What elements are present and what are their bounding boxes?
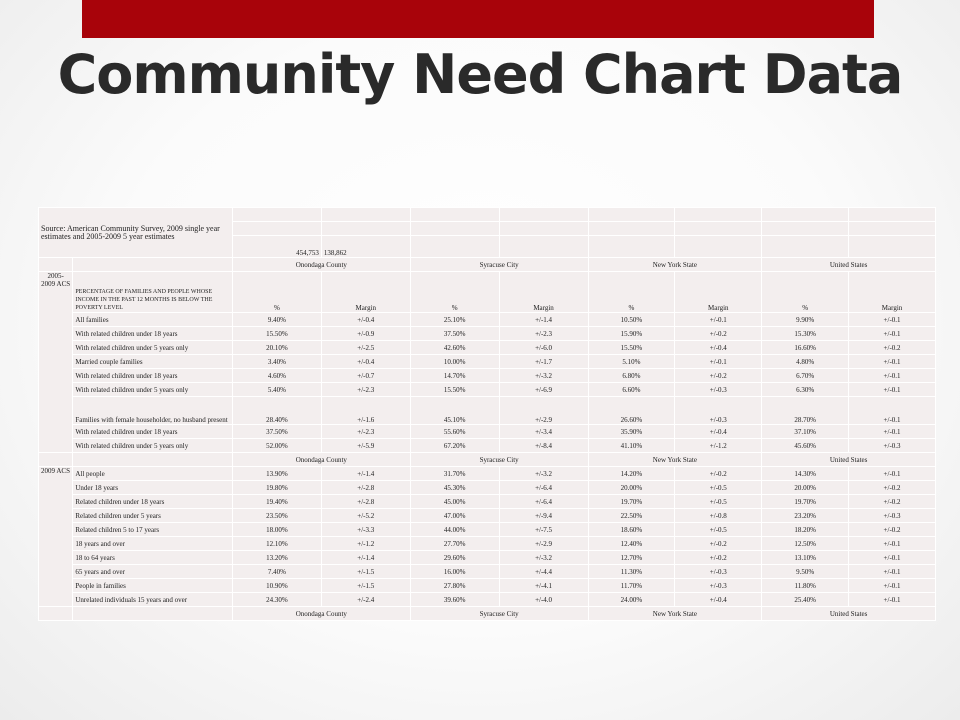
margin-cell: +/-6.0 (499, 341, 588, 355)
margin-cell: +/-2.4 (321, 593, 410, 607)
page-title: Community Need Chart Data (57, 43, 903, 106)
margin-cell: +/-2.8 (321, 481, 410, 495)
percent-cell: 16.00% (410, 565, 499, 579)
percent-cell: 26.60% (588, 397, 675, 425)
percent-cell: 15.90% (588, 327, 675, 341)
percent-cell: 11.80% (762, 579, 849, 593)
percent-cell: 15.30% (762, 327, 849, 341)
row-label: People in families (73, 579, 233, 593)
margin-cell: +/-7.5 (499, 523, 588, 537)
percent-cell: 45.30% (410, 481, 499, 495)
percent-cell: 13.90% (232, 467, 321, 481)
percent-cell: 10.50% (588, 313, 675, 327)
margin-cell: +/-2.9 (499, 537, 588, 551)
table-row (39, 383, 936, 397)
margin-cell: +/-0.1 (849, 551, 936, 565)
table-row (39, 495, 936, 509)
percent-cell: 5.10% (588, 355, 675, 369)
region-header: United States (762, 258, 936, 272)
margin-cell: +/-2.9 (499, 397, 588, 425)
percent-cell: 41.10% (588, 439, 675, 453)
data-table-container (38, 207, 936, 639)
percent-cell: 28.40% (232, 397, 321, 425)
row-label: With related children under 18 years (73, 425, 233, 439)
percent-cell: 10.00% (410, 355, 499, 369)
percent-cell: 12.10% (232, 537, 321, 551)
percent-cell: 19.70% (762, 495, 849, 509)
percent-cell: 20.00% (762, 481, 849, 495)
percent-cell: 6.60% (588, 383, 675, 397)
empty-cell (321, 208, 410, 222)
margin-cell: +/-0.1 (849, 467, 936, 481)
margin-cell: +/-0.4 (321, 313, 410, 327)
margin-cell: +/-6.4 (499, 481, 588, 495)
margin-cell: +/-1.4 (499, 313, 588, 327)
empty-cell (73, 607, 233, 621)
percent-cell: 12.40% (588, 537, 675, 551)
col-header-percent: % (588, 272, 675, 313)
margin-cell: +/-0.2 (675, 369, 762, 383)
table-row (39, 481, 936, 495)
margin-cell: +/-0.1 (849, 397, 936, 425)
margin-cell: +/-0.3 (849, 509, 936, 523)
percent-cell: 20.10% (232, 341, 321, 355)
percent-cell: 55.60% (410, 425, 499, 439)
table-row (39, 551, 936, 565)
column-header-row (39, 272, 936, 313)
top-accent-bar (82, 0, 874, 38)
margin-cell: +/-1.5 (321, 565, 410, 579)
table-row (39, 313, 936, 327)
row-label: 18 to 64 years (73, 551, 233, 565)
percent-cell: 37.50% (232, 425, 321, 439)
margin-cell: +/-0.3 (849, 439, 936, 453)
col-header-margin: Margin (675, 272, 762, 313)
percent-cell: 23.50% (232, 509, 321, 523)
margin-cell: +/-0.1 (849, 383, 936, 397)
percent-cell: 28.70% (762, 397, 849, 425)
table-row (39, 397, 936, 425)
table-row (39, 369, 936, 383)
empty-cell (849, 236, 936, 258)
empty-cell (849, 222, 936, 236)
empty-cell (232, 208, 321, 222)
table-row (39, 355, 936, 369)
margin-cell: +/-1.4 (321, 467, 410, 481)
margin-cell: +/-1.2 (321, 537, 410, 551)
margin-cell: +/-1.4 (321, 551, 410, 565)
region-header-row (39, 453, 936, 467)
margin-cell: +/-0.1 (849, 369, 936, 383)
percent-cell: 25.10% (410, 313, 499, 327)
table-row (39, 439, 936, 453)
empty-cell (232, 222, 321, 236)
margin-cell: +/-2.3 (321, 425, 410, 439)
percent-cell: 27.80% (410, 579, 499, 593)
margin-cell: +/-0.1 (849, 537, 936, 551)
margin-cell: +/-4.0 (499, 593, 588, 607)
row-label: Related children under 18 years (73, 495, 233, 509)
margin-cell: +/-0.2 (849, 481, 936, 495)
margin-cell: +/-4.4 (499, 565, 588, 579)
margin-cell: +/-0.5 (675, 495, 762, 509)
percent-cell: 14.70% (410, 369, 499, 383)
percent-cell: 19.80% (232, 481, 321, 495)
percent-cell: 24.00% (588, 593, 675, 607)
margin-cell: +/-0.3 (675, 397, 762, 425)
percent-cell: 18.00% (232, 523, 321, 537)
margin-cell: +/-0.1 (849, 425, 936, 439)
row-label: Related children under 5 years (73, 509, 233, 523)
margin-cell: +/-2.5 (321, 341, 410, 355)
percent-cell: 52.00% (232, 439, 321, 453)
margin-cell: +/-9.4 (499, 509, 588, 523)
empty-cell (410, 208, 499, 222)
percent-cell: 3.40% (232, 355, 321, 369)
margin-cell: +/-0.3 (675, 383, 762, 397)
row-label: With related children under 5 years only (73, 439, 233, 453)
region-header: United States (762, 607, 936, 621)
margin-cell: +/-0.1 (849, 593, 936, 607)
empty-cell (588, 222, 675, 236)
empty-cell (675, 222, 762, 236)
percent-cell: 20.00% (588, 481, 675, 495)
table-row (39, 537, 936, 551)
margin-cell: +/-2.3 (321, 383, 410, 397)
margin-cell: +/-3.3 (321, 523, 410, 537)
margin-cell: +/-2.8 (321, 495, 410, 509)
percent-cell: 12.50% (762, 537, 849, 551)
margin-cell: +/-0.9 (321, 327, 410, 341)
empty-cell (39, 453, 73, 467)
margin-cell: +/-1.7 (499, 355, 588, 369)
margin-cell: +/-0.2 (675, 327, 762, 341)
table-row (39, 593, 936, 607)
percent-cell: 12.70% (588, 551, 675, 565)
percent-cell: 7.40% (232, 565, 321, 579)
empty-cell (588, 208, 675, 222)
margin-cell: +/-4.1 (499, 579, 588, 593)
margin-cell: +/-0.2 (675, 537, 762, 551)
percent-cell: 4.80% (762, 355, 849, 369)
row-label: 65 years and over (73, 565, 233, 579)
table-row (39, 341, 936, 355)
percent-cell: 42.60% (410, 341, 499, 355)
margin-cell: +/-0.4 (675, 341, 762, 355)
margin-cell: +/-0.4 (675, 425, 762, 439)
percent-cell: 9.50% (762, 565, 849, 579)
empty-cell (588, 236, 675, 258)
margin-cell: +/-0.1 (849, 355, 936, 369)
region-header: Onondaga County (232, 258, 410, 272)
empty-cell (39, 607, 73, 621)
col-header-margin: Margin (499, 272, 588, 313)
margin-cell: +/-0.4 (321, 355, 410, 369)
percent-cell: 4.60% (232, 369, 321, 383)
empty-cell (73, 453, 233, 467)
percent-cell: 15.50% (588, 341, 675, 355)
percent-cell: 45.00% (410, 495, 499, 509)
percent-cell: 29.60% (410, 551, 499, 565)
empty-cell (675, 208, 762, 222)
margin-cell: +/-0.2 (849, 341, 936, 355)
margin-cell: +/-0.3 (675, 565, 762, 579)
margin-cell: +/-0.1 (849, 327, 936, 341)
table-row (39, 523, 936, 537)
row-label: Families with female householder, no husband present (73, 397, 233, 425)
percent-cell: 5.40% (232, 383, 321, 397)
table-row (39, 467, 936, 481)
empty-cell (410, 222, 499, 236)
source-note: Source: American Community Survey, 2009 single year estimates and 2005-2009 5 year estimates (39, 208, 233, 258)
percent-cell: 13.10% (762, 551, 849, 565)
empty-cell (675, 236, 762, 258)
margin-cell: +/-1.6 (321, 397, 410, 425)
table-row (39, 327, 936, 341)
percent-cell: 13.20% (232, 551, 321, 565)
poverty-data-table (38, 207, 936, 621)
population-onondaga: 454,753 (232, 236, 321, 258)
margin-cell: +/-0.7 (321, 369, 410, 383)
percent-cell: 18.60% (588, 523, 675, 537)
margin-cell: +/-0.4 (675, 593, 762, 607)
empty-cell (762, 222, 849, 236)
row-label: With related children under 5 years only (73, 341, 233, 355)
empty-cell (499, 236, 588, 258)
row-label: Related children 5 to 17 years (73, 523, 233, 537)
row-label: All families (73, 313, 233, 327)
table-row (39, 509, 936, 523)
table-row (39, 425, 936, 439)
region-header: New York State (588, 453, 762, 467)
section-label: 2005-2009 ACS (39, 272, 73, 453)
empty-cell (39, 258, 73, 272)
row-label: Married couple families (73, 355, 233, 369)
percent-cell: 35.90% (588, 425, 675, 439)
percent-cell: 22.50% (588, 509, 675, 523)
region-header: New York State (588, 607, 762, 621)
margin-cell: +/-3.2 (499, 369, 588, 383)
row-label: With related children under 18 years (73, 327, 233, 341)
margin-cell: +/-0.2 (849, 495, 936, 509)
percent-cell: 45.60% (762, 439, 849, 453)
percent-cell: 67.20% (410, 439, 499, 453)
percent-cell: 23.20% (762, 509, 849, 523)
percent-cell: 24.30% (232, 593, 321, 607)
margin-cell: +/-0.1 (849, 579, 936, 593)
row-label: 18 years and over (73, 537, 233, 551)
margin-cell: +/-8.4 (499, 439, 588, 453)
col-header-margin: Margin (321, 272, 410, 313)
margin-cell: +/-0.2 (849, 523, 936, 537)
percent-cell: 15.50% (410, 383, 499, 397)
percent-cell: 39.60% (410, 593, 499, 607)
margin-cell: +/-1.5 (321, 579, 410, 593)
row-label: Unrelated individuals 15 years and over (73, 593, 233, 607)
row-label: All people (73, 467, 233, 481)
margin-cell: +/-0.2 (675, 551, 762, 565)
percent-cell: 6.70% (762, 369, 849, 383)
percent-cell: 9.90% (762, 313, 849, 327)
percent-cell: 6.80% (588, 369, 675, 383)
region-header-row (39, 607, 936, 621)
col-header-percent: % (232, 272, 321, 313)
percent-cell: 11.70% (588, 579, 675, 593)
region-header: Onondaga County (232, 453, 410, 467)
percent-cell: 47.00% (410, 509, 499, 523)
table-row (39, 565, 936, 579)
percent-cell: 10.90% (232, 579, 321, 593)
margin-cell: +/-0.5 (675, 523, 762, 537)
empty-cell (849, 208, 936, 222)
margin-cell: +/-0.1 (675, 313, 762, 327)
percent-cell: 16.60% (762, 341, 849, 355)
percent-cell: 11.30% (588, 565, 675, 579)
percent-cell: 15.50% (232, 327, 321, 341)
margin-cell: +/-6.4 (499, 495, 588, 509)
percent-cell: 6.30% (762, 383, 849, 397)
margin-cell: +/-5.9 (321, 439, 410, 453)
empty-cell (762, 236, 849, 258)
margin-cell: +/-0.8 (675, 509, 762, 523)
margin-cell: +/-3.2 (499, 467, 588, 481)
col-header-percent: % (762, 272, 849, 313)
section-heading: PERCENTAGE OF FAMILIES AND PEOPLE WHOSE INCOME IN THE PAST 12 MONTHS IS BELOW THE POVERTY LEVEL (73, 272, 233, 313)
row-label: Under 18 years (73, 481, 233, 495)
percent-cell: 18.20% (762, 523, 849, 537)
percent-cell: 25.40% (762, 593, 849, 607)
percent-cell: 9.40% (232, 313, 321, 327)
population-syracuse: 138,862 (321, 236, 410, 258)
empty-cell (499, 208, 588, 222)
percent-cell: 45.10% (410, 397, 499, 425)
margin-cell: +/-0.1 (849, 313, 936, 327)
margin-cell: +/-0.1 (675, 355, 762, 369)
table-row (39, 579, 936, 593)
region-header: United States (762, 453, 936, 467)
region-header: New York State (588, 258, 762, 272)
percent-cell: 14.30% (762, 467, 849, 481)
percent-cell: 37.10% (762, 425, 849, 439)
margin-cell: +/-2.3 (499, 327, 588, 341)
region-header: Syracuse City (410, 607, 588, 621)
col-header-percent: % (410, 272, 499, 313)
empty-cell (762, 208, 849, 222)
margin-cell: +/-5.2 (321, 509, 410, 523)
region-header-row (39, 258, 936, 272)
margin-cell: +/-0.5 (675, 481, 762, 495)
margin-cell: +/-0.1 (849, 565, 936, 579)
percent-cell: 27.70% (410, 537, 499, 551)
margin-cell: +/-0.2 (675, 467, 762, 481)
empty-cell (321, 222, 410, 236)
margin-cell: +/-3.2 (499, 551, 588, 565)
region-header: Onondaga County (232, 607, 410, 621)
margin-cell: +/-1.2 (675, 439, 762, 453)
row-label: With related children under 18 years (73, 369, 233, 383)
percent-cell: 44.00% (410, 523, 499, 537)
margin-cell: +/-0.3 (675, 579, 762, 593)
row-label: With related children under 5 years only (73, 383, 233, 397)
percent-cell: 19.40% (232, 495, 321, 509)
source-row-1 (39, 208, 936, 222)
region-header: Syracuse City (410, 258, 588, 272)
empty-cell (410, 236, 499, 258)
empty-cell (499, 222, 588, 236)
margin-cell: +/-6.9 (499, 383, 588, 397)
col-header-margin: Margin (849, 272, 936, 313)
section-label: 2009 ACS (39, 467, 73, 607)
region-header: Syracuse City (410, 453, 588, 467)
percent-cell: 14.20% (588, 467, 675, 481)
percent-cell: 19.70% (588, 495, 675, 509)
percent-cell: 37.50% (410, 327, 499, 341)
margin-cell: +/-3.4 (499, 425, 588, 439)
percent-cell: 31.70% (410, 467, 499, 481)
empty-cell (73, 258, 233, 272)
